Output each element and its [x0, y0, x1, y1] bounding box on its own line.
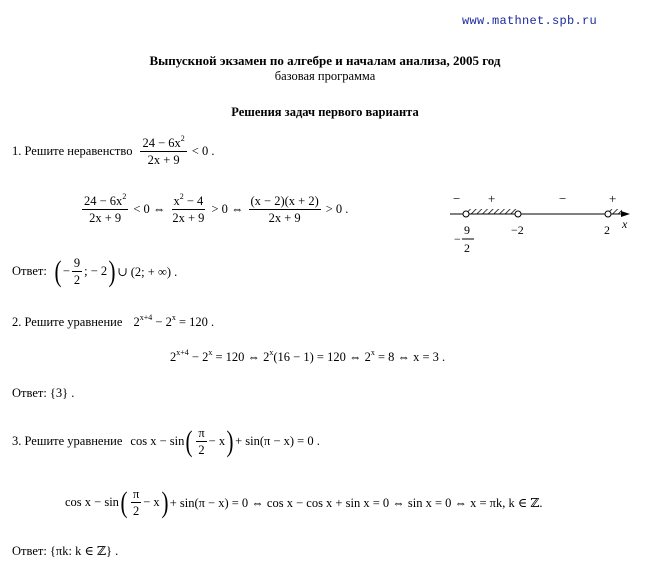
task1-frac-num: 24 − 6x — [142, 136, 181, 150]
task1-solution — [80, 194, 351, 226]
sol-rel-3: > 0 . — [325, 202, 349, 217]
task2-statement: 2. Решите уравнение $2^{x+4} - 2^x = 120$ . — [12, 313, 215, 329]
pt2-label: −2 — [511, 223, 524, 237]
task3-statement: 3. Решите уравнение cos x − sin ( $\frac{\pi}{2}$ − x ) + sin(π − x) = 0 . — [12, 424, 320, 458]
task1-statement — [12, 136, 217, 168]
task2-prompt: 2. Решите уравнение — [12, 315, 123, 329]
task1-answer-tail2: ∪ (2; + ∞) . — [117, 264, 178, 279]
task1-relation: < 0 . — [191, 144, 215, 159]
task1-answer-label: Ответ: — [12, 264, 47, 279]
sol-frac-2: $\frac{x^2 - 4}{2x + 9}$ — [172, 192, 205, 226]
task1-frac-exp: 2 — [180, 134, 185, 143]
point-2 — [605, 211, 611, 217]
task2-answer: Ответ: {3} . — [12, 386, 75, 400]
task3-answer: Ответ: {πk: k ∈ ℤ} . — [12, 544, 119, 558]
number-line-diagram — [440, 188, 640, 263]
sol-frac-1: $\frac{24 - 6x^2}{2x + 9}$ — [84, 192, 127, 226]
pt1-num: 9 — [464, 223, 470, 237]
task1-answer-tail1: ; − 2 — [84, 264, 108, 279]
hatched-interval-1 — [466, 209, 518, 214]
sol-frac-3: $\frac{(x - 2)(x + 2)}{2x + 9}$ — [250, 194, 319, 226]
section-title: Решения задач первого варианта — [231, 105, 419, 119]
sign-2: + — [488, 191, 496, 206]
task1-fraction — [140, 136, 186, 168]
task3-solution: cos x − sin ( $\frac{\pi}{2}$ − x ) + sin(π − x) = 0 ⇔ cos x − cos x + sin x = 0 ⇔ sin x = 0 ⇔ x = πk, k ∈ ℤ. — [65, 485, 543, 519]
pt3-label: 2 — [604, 223, 610, 237]
sign-3: − — [559, 191, 567, 206]
task3-prompt: 3. Решите уравнение — [12, 434, 123, 449]
page-subtitle: базовая программа — [274, 69, 376, 83]
task1-answer-fraction: $\frac{9}{2}$ — [73, 256, 81, 288]
task1-frac-den: 2x + 9 — [147, 153, 180, 168]
page-title: Выпускной экзамен по алгебре и началам анализа, 2005 год — [149, 53, 501, 68]
site-url[interactable]: www.mathnet.spb.ru — [462, 14, 598, 28]
sign-4: + — [609, 191, 617, 206]
pt1-sign: − — [454, 232, 461, 246]
sol-rel-2: > 0 ⇔ — [211, 202, 244, 217]
task1-answer: Ответ: ( − $\frac{9}{2}$ ; − 2 ) ∪ (2; + ∞) . — [12, 254, 178, 288]
task2-solution: $2^{x+4} - 2^x = 120$ ⇔ $2^x(16 - 1) = 120$ ⇔ $2^x = 8$ ⇔ x = 3 . — [170, 348, 446, 364]
sign-1: − — [453, 191, 461, 206]
task1-answer-minus: − — [62, 264, 70, 279]
pt1-den: 2 — [464, 241, 470, 255]
sol-rel-1: < 0 ⇔ — [133, 202, 166, 217]
task1-prompt: 1. Решите неравенство — [12, 144, 133, 159]
axis-label: x — [622, 217, 628, 231]
point-minus-2 — [515, 211, 521, 217]
point-minus-9-2 — [463, 211, 469, 217]
